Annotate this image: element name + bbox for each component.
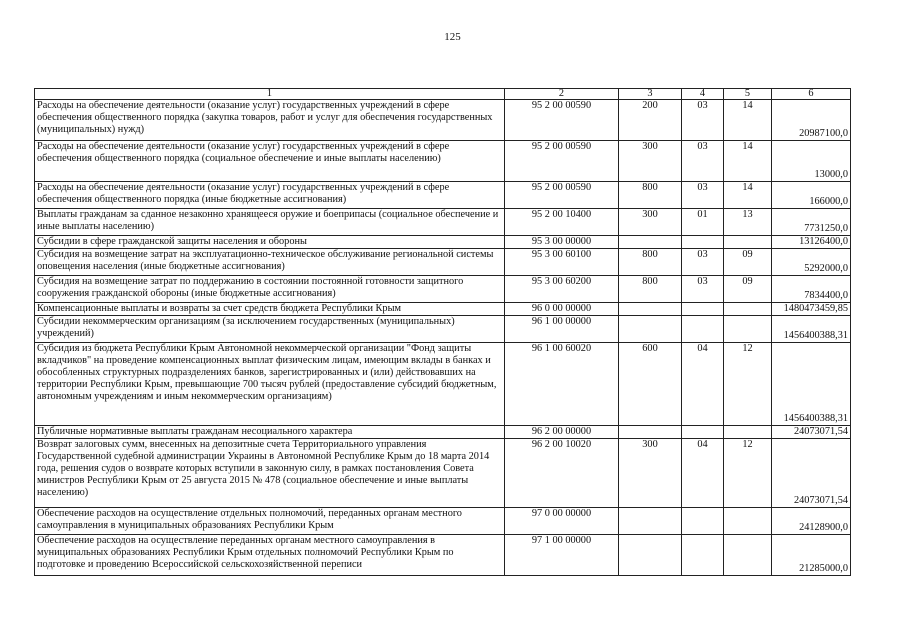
row-subsection: 14	[724, 141, 772, 182]
table-row	[35, 249, 851, 276]
row-code: 96 1 00 00000	[505, 316, 619, 343]
header-col-2: 2	[505, 89, 619, 100]
row-code: 95 2 00 00590	[505, 141, 619, 182]
row-amount: 1456400388,31	[772, 316, 851, 343]
row-expense-type	[619, 508, 682, 535]
row-subsection: 14	[724, 182, 772, 209]
row-subsection	[724, 303, 772, 316]
row-section: 03	[682, 141, 724, 182]
row-section	[682, 316, 724, 343]
table-row	[35, 141, 851, 182]
row-name: Компенсационные выплаты и возвраты за счет средств бюджета Республики Крым	[35, 303, 505, 316]
row-name: Субсидия на возмещение затрат на эксплуатационно-техническое обслуживание региональной системы оповещения населения (иные бюджетные ассигнования)	[35, 249, 505, 276]
row-amount: 7834400,0	[772, 276, 851, 303]
row-code: 95 2 00 10400	[505, 209, 619, 236]
table-row	[35, 508, 851, 535]
table-row	[35, 303, 851, 316]
row-expense-type	[619, 316, 682, 343]
row-subsection: 14	[724, 100, 772, 141]
table-row	[35, 439, 851, 508]
row-name: Обеспечение расходов на осуществление переданных органам местного самоуправления в муниципальных образованиях Республики Крым отдельных полномочий Республики Крым по подготовке и проведению Всероссийской сельскохозяйственной переписи	[35, 535, 505, 576]
table-row	[35, 100, 851, 141]
row-subsection: 12	[724, 439, 772, 508]
row-section: 03	[682, 276, 724, 303]
row-name: Субсидия из бюджета Республики Крым Автономной некоммерческой организации "Фонд защиты вкладчиков" на проведение компенсационных выплат физическим лицам, имеющим вклады в банках и обособленных структурных подразделениях банков, зарегистрированных и (или) действовавших на территории Республики Крым, превышающие 700 тысяч рублей (предоставление субсидий бюджетным, автономным учреждениям и иным некоммерческим организациям)	[35, 343, 505, 426]
row-amount: 1456400388,31	[772, 343, 851, 426]
row-subsection	[724, 535, 772, 576]
row-name: Расходы на обеспечение деятельности (оказание услуг) государственных учреждений в сфере обеспечения общественного порядка (социальное обеспечение и иные выплаты населению)	[35, 141, 505, 182]
row-expense-type: 300	[619, 209, 682, 236]
row-section: 03	[682, 182, 724, 209]
row-name: Расходы на обеспечение деятельности (оказание услуг) государственных учреждений в сфере обеспечения общественного порядка (иные бюджетные ассигнования)	[35, 182, 505, 209]
row-code: 96 1 00 60020	[505, 343, 619, 426]
row-code: 95 2 00 00590	[505, 100, 619, 141]
row-amount: 1480473459,85	[772, 303, 851, 316]
row-subsection	[724, 508, 772, 535]
row-section	[682, 535, 724, 576]
row-amount: 5292000,0	[772, 249, 851, 276]
row-section	[682, 303, 724, 316]
row-expense-type	[619, 535, 682, 576]
row-section: 03	[682, 249, 724, 276]
row-code: 97 0 00 00000	[505, 508, 619, 535]
table-row	[35, 316, 851, 343]
row-subsection	[724, 426, 772, 439]
row-subsection: 09	[724, 276, 772, 303]
row-subsection: 13	[724, 209, 772, 236]
table-row	[35, 535, 851, 576]
table-row	[35, 343, 851, 426]
row-code: 97 1 00 00000	[505, 535, 619, 576]
row-code: 95 3 00 00000	[505, 236, 619, 249]
table-header-row	[35, 89, 851, 100]
row-name: Расходы на обеспечение деятельности (оказание услуг) государственных учреждений в сфере обеспечения общественного порядка (закупка товаров, работ и услуг для обеспечения государственных (муниципальных) нужд)	[35, 100, 505, 141]
row-expense-type: 800	[619, 249, 682, 276]
row-expense-type: 600	[619, 343, 682, 426]
table-body	[35, 100, 851, 576]
row-subsection	[724, 316, 772, 343]
page-number: 125	[444, 31, 461, 43]
row-name: Возврат залоговых сумм, внесенных на депозитные счета Территориального управления Государственной судебной администрации Украины в Автономной Республике Крым до 18 марта 2014 года, решения судов о возврате которых вступили в законную силу, в рамках постановления Совета министров Республики Крым от 25 августа 2015 № 478 (социальное обеспечение и иные выплаты населению)	[35, 439, 505, 508]
row-code: 96 0 00 00000	[505, 303, 619, 316]
row-section: 04	[682, 343, 724, 426]
row-section: 03	[682, 100, 724, 141]
row-code: 95 3 00 60200	[505, 276, 619, 303]
row-code: 96 2 00 00000	[505, 426, 619, 439]
row-section: 04	[682, 439, 724, 508]
row-section	[682, 426, 724, 439]
row-code: 96 2 00 10020	[505, 439, 619, 508]
row-expense-type	[619, 236, 682, 249]
row-expense-type	[619, 303, 682, 316]
row-subsection	[724, 236, 772, 249]
row-section: 01	[682, 209, 724, 236]
row-amount: 24073071,54	[772, 439, 851, 508]
row-subsection: 09	[724, 249, 772, 276]
header-col-6: 6	[772, 89, 851, 100]
row-code: 95 3 00 60100	[505, 249, 619, 276]
row-expense-type	[619, 426, 682, 439]
header-col-3: 3	[619, 89, 682, 100]
row-amount: 20987100,0	[772, 100, 851, 141]
header-col-1: 1	[35, 89, 505, 100]
row-expense-type: 300	[619, 439, 682, 508]
row-amount: 13126400,0	[772, 236, 851, 249]
row-expense-type: 800	[619, 276, 682, 303]
row-expense-type: 800	[619, 182, 682, 209]
table-row	[35, 236, 851, 249]
table-row	[35, 182, 851, 209]
row-name: Субсидии некоммерческим организациям (за исключением государственных (муниципальных) учреждений)	[35, 316, 505, 343]
row-amount: 24128900,0	[772, 508, 851, 535]
row-expense-type: 200	[619, 100, 682, 141]
row-name: Субсидия на возмещение затрат по поддержанию в состоянии постоянной готовности защитного сооружения гражданской обороны (иные бюджетные ассигнования)	[35, 276, 505, 303]
header-col-4: 4	[682, 89, 724, 100]
row-amount: 21285000,0	[772, 535, 851, 576]
row-expense-type: 300	[619, 141, 682, 182]
header-col-5: 5	[724, 89, 772, 100]
row-name: Субсидии в сфере гражданской защиты населения и обороны	[35, 236, 505, 249]
row-section	[682, 236, 724, 249]
row-name: Выплаты гражданам за сданное незаконно хранящееся оружие и боеприпасы (социальное обеспечение и иные выплаты населению)	[35, 209, 505, 236]
row-code: 95 2 00 00590	[505, 182, 619, 209]
row-amount: 166000,0	[772, 182, 851, 209]
row-name: Публичные нормативные выплаты гражданам несоциального характера	[35, 426, 505, 439]
row-amount: 13000,0	[772, 141, 851, 182]
row-amount: 24073071,54	[772, 426, 851, 439]
row-subsection: 12	[724, 343, 772, 426]
table-row	[35, 209, 851, 236]
row-amount: 7731250,0	[772, 209, 851, 236]
budget-table	[34, 88, 851, 576]
table-row	[35, 276, 851, 303]
row-section	[682, 508, 724, 535]
row-name: Обеспечение расходов на осуществление отдельных полномочий, переданных органам местного самоуправления в муниципальных образованиях Республики Крым	[35, 508, 505, 535]
table-row	[35, 426, 851, 439]
